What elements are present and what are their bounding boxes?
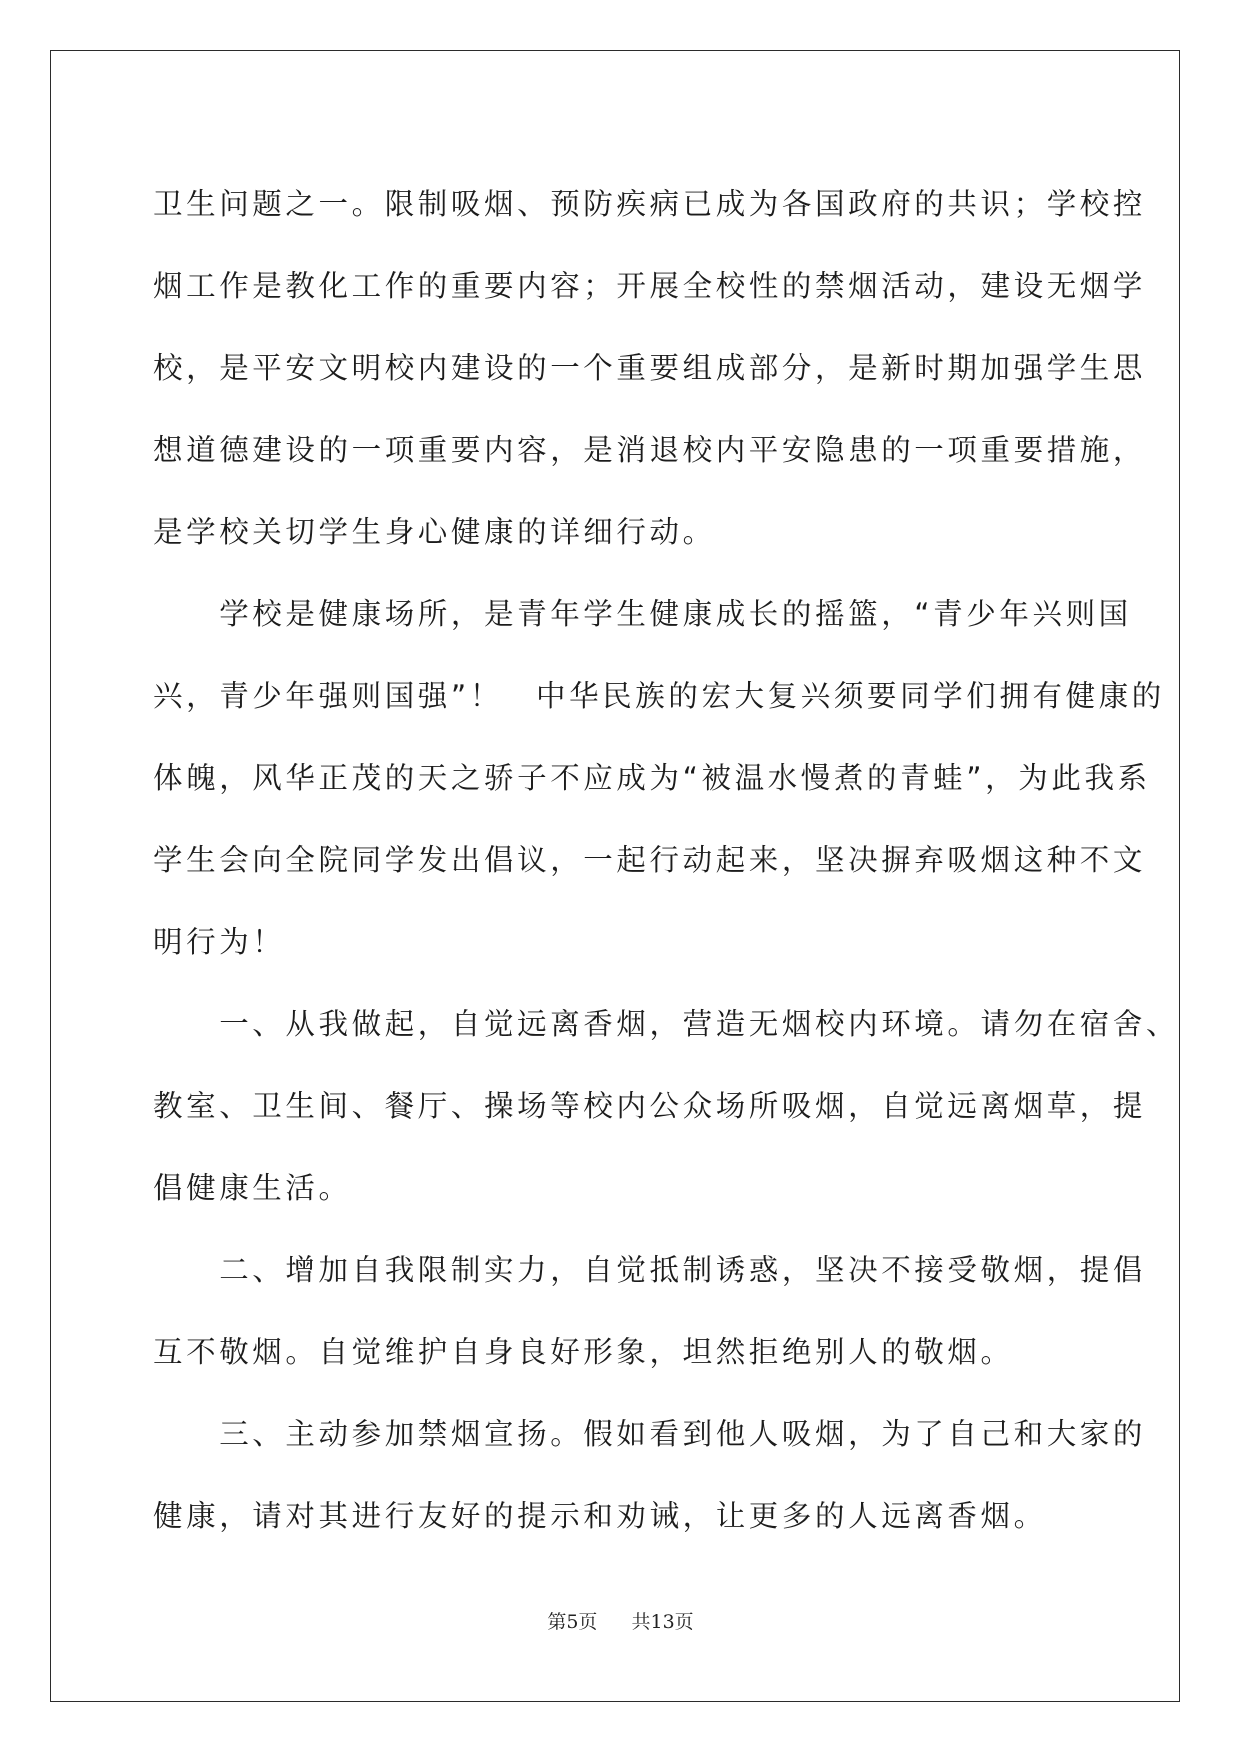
text-line: 兴，青少年强则国强”！ 中华民族的宏大复兴须要同学们拥有健康的: [153, 679, 1165, 713]
text-line: 二、增加自我限制实力，自觉抵制诱惑，坚决不接受敬烟，提倡: [153, 1253, 1147, 1287]
text-line: 体魄，风华正茂的天之骄子不应成为“被温水慢煮的青蛙”，为此我系: [153, 761, 1151, 795]
document-body: [153, 163, 1180, 1557]
paragraph-3: [153, 983, 1180, 1229]
paragraph-2: [153, 573, 1165, 983]
text-line: 互不敬烟。自觉维护自身良好形象，坦然拒绝别人的敬烟。: [153, 1335, 1014, 1369]
text-line: 校，是平安文明校内建设的一个重要组成部分，是新时期加强学生思: [153, 351, 1147, 385]
paragraph-4: [153, 1229, 1147, 1393]
paragraph-1: [153, 163, 1147, 573]
text-line: 卫生问题之一。限制吸烟、预防疾病已成为各国政府的共识；学校控: [153, 187, 1147, 221]
text-line: 一、从我做起，自觉远离香烟，营造无烟校内环境。请勿在宿舍、: [153, 1007, 1180, 1041]
page-number: 第5页: [547, 1611, 598, 1633]
page-total: 共13页: [631, 1611, 694, 1633]
text-line: 学校是健康场所，是青年学生健康成长的摇篮，“青少年兴则国: [153, 597, 1132, 631]
text-line: 三、主动参加禁烟宣扬。假如看到他人吸烟，为了自己和大家的: [153, 1417, 1147, 1451]
text-line: 学生会向全院同学发出倡议，一起行动起来，坚决摒弃吸烟这种不文: [153, 843, 1147, 877]
text-line: 烟工作是教化工作的重要内容；开展全校性的禁烟活动，建设无烟学: [153, 269, 1147, 303]
text-line: 倡健康生活。: [153, 1171, 352, 1205]
text-line: 想道德建设的一项重要内容，是消退校内平安隐患的一项重要措施，: [153, 433, 1147, 467]
page-footer: [0, 1607, 1241, 1634]
text-line: 教室、卫生间、餐厅、操场等校内公众场所吸烟，自觉远离烟草，提: [153, 1089, 1147, 1123]
text-line: 明行为！: [153, 925, 286, 959]
paragraph-5: [153, 1393, 1147, 1557]
text-line: 健康，请对其进行友好的提示和劝诫，让更多的人远离香烟。: [153, 1499, 1047, 1533]
text-line: 是学校关切学生身心健康的详细行动。: [153, 515, 716, 549]
